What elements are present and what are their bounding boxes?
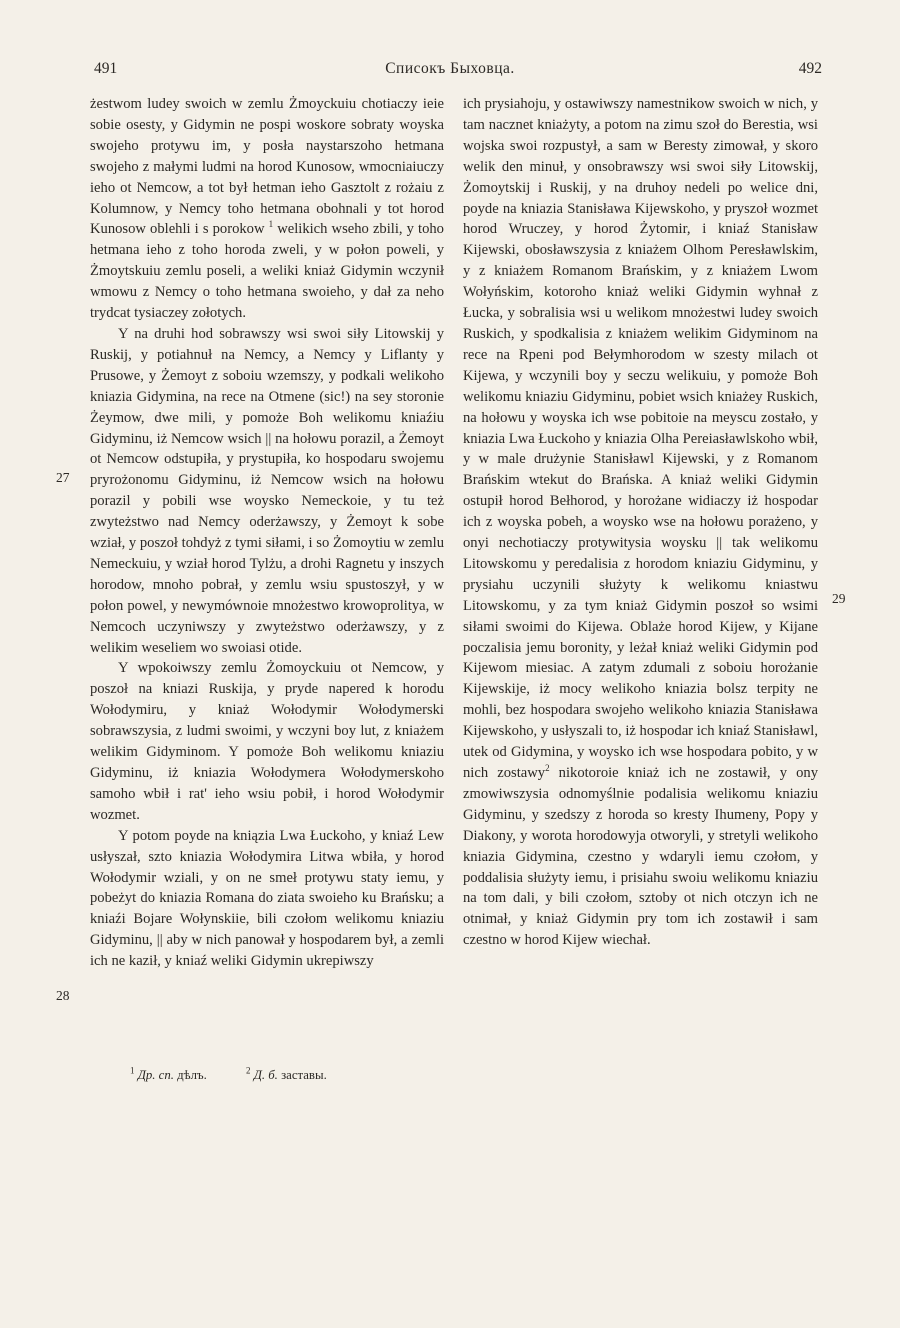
footnote-ref: Др. сп. — [137, 1068, 174, 1082]
paragraph — [90, 94, 444, 324]
margin-number-28: 28 — [56, 988, 70, 1003]
running-header — [0, 60, 900, 82]
footnote-1 — [130, 1065, 207, 1082]
right-column — [463, 94, 818, 951]
paragraph-text: żestwom ludey swoich w zemlu Żmoyckuiu chotiaczy ieie sobie osesty, y Gidymin ne pospi woskore sobraty woyska swojeho protywu im, y posła naystarszoho hetmana swojeho z małymi ludmi na horod Kunosow, wmocniaiuczy ieho ot Nemcow, a tot był hetman ieho Gasztolt z rożaiu z Kolumnow, y Nemcy toho hetmana obohnali y tot horod Kunosow oblehli i s porokow — [90, 96, 444, 238]
footnote-text: заставы. — [281, 1068, 327, 1082]
paragraph: Y na druhi hod sobrawszy wsi swoi siły Litowskij y Ruskij, y potiahnuł na Nemcy, a Nemcy y Liflanty y Prusowe, y Żemoyt z soboiu wzemszy, y podkali welikoho kniazia Gidymina, na rece na Otmene (sic!) na sey storonie Żeymow, dwe mili, y pomoże Boh welikomu kniaźiu Gidyminu, iż Nemcow wsich || na hołowu porazil, a Żemoyt ot Nemcow odstupiła, y prystupiła, ko hospodaru swojemu pryrożonomu Gidyminu, iż Nemcow wsich na hołowu porazil y pobili wse woysko Nemeckoie, y tu też zwyteżstwo nad Nemcy oderżawszy, y Żemoyt k sobe wział, y poszoł tohdyż z tymi siłami, i so Żomoytiu w zemlu Nemeckuiu, y wział horod Tylżu, a drohi Ragnetu y inszych horodow, mnoho pobrał, y zemlu wsiu spustoszył, y w połon powel, y newymównoie mnożestwo krowoprolitya, w Nemcoch uczyniwszy y zwyteżstwo oderżawszy, y z welikim weseliem wo swoiasi otide. — [90, 325, 444, 656]
paragraph-text: nikotoroie kniaż ich ne zostawił, y ony zmowiwszysia odnomyślnie podalisia welikomu kniaziu Gidyminu, y szedszy z horoda so kresty Ihumeny, Popy y Diakony, y worota horodowyja otworyli, y stretyli welikoho kniazia Gidymina, czestno y wdaryli iemu czołom, y poddalisia służyty iemu, i prisiahu swoiu welikomu kniaziu na tom dali, y bili czołom, sztoby ot nich otczyn ich ne otnimał, y kniaż Gidymin pry tom ich zostawił i sam czestno w horod Kijew wiechał. — [463, 765, 818, 949]
footnote-mark: 1 — [130, 1065, 135, 1076]
footnote-2 — [246, 1065, 327, 1082]
paragraph: Y wpokoiwszy zemlu Żomoyckuiu ot Nemcow, y poszoł na kniazi Ruskija, y pryde napered k horodu Wołodymiru, y kniaż Wołodymir Wołodymerski sobrawszysia, z ludmi swoimi, y wczyni boy lut, z kniażem welikim Gidyminom. Y pomoże Boh welikomu kniaziu Gidyminu, iż kniazia Wołodymera Wołodymerskoho samoho wbił i rat' ieho wsiu pobił, i horod Wołodymir wozmet. — [90, 660, 444, 823]
footnote-marker: 2 — [545, 763, 550, 774]
footnotes — [130, 1065, 630, 1083]
margin-number-27: 27 — [56, 470, 70, 485]
footnote-ref: Д. б. — [253, 1068, 278, 1082]
running-title: Списокъ Быховца. — [385, 60, 515, 77]
margin-number-29: 29 — [832, 591, 846, 606]
page-number-left: 491 — [94, 60, 118, 77]
paragraph-text: ich prysiahoju, y ostawiwszy namestnikow swoich w nich, y tam nacznet kniażyty, a potom na zimu szoł do Berestia, wsi wojska swoi rozpustył, a sam w Beresty zimował, y skoro welik den minuł, y onsobrawszy wsi swoi siły Litowskij, Żomoytskij i Ruskij, y na druhoy nedeli po welice dni, poyde na kniazia Stanisława Kijewskoho, y pryszoł wozmet horod Wruczey, y horod Żytomir, i kniaź Stanisław Kijewski, obosławszysia z kniażem Olhom Peresławlskim, y z kniażem Romanom Brańskim, y z kniażem Lwom Wołyńskim, kotoroho kniaż weliki Gidymin wyhnał z Łucka, y sobralisia wsi u welikom mnożestwi ludey swoich Ruskich, y spodkalisia z kniażem welikim Gidyminom na rece na Rpeni pod Bełymhorodom w szesty milach ot Kijewa, y wczynili boy y seczu welikuiu, y pomoże Boh welikomu kniaziu Gidyminu, pobiet wsich kniażey Ruskich, na hołowu y woyska ich wse pobitoie na meyscu zostało, y kniazia Lwa Łuckoho y kniazia Olha Pereiasławlskoho wbił, y w male drużynie Stanisławl Kijewski, y z Romanom Brańskim wtekut do Brańska. A kniaż weliki Gidymin ostupił horod Bełhorod, y horożane widiaczy iż hospodar ich z woyska pobeh, a woysko wse na hołowu porażeno, y onyi nechotiaczy protywitysia woysku || tak welikomu Litowskomu y peredalisia z horodom kniaziu Gidyminu, y prysiahu uczynili służyty k welikomu kniastwu Litowskomu, y za tym kniaż Gidymin poszoł so wsimi siłami swoimi do Kijewa. Oblaże horod Kijew, y Kijane poczalisia jemu boronity, y leżał kniaż weliki Gidymin pod Kijewom miesiac. A zatym zdumali z soboiu horożanie Kijewskije, iż mocy welikoho kniazia bolsz terpity ne mohli, bez hospodara swojeho welikoho kniazia Stanisława Kijewskoho, y usłyszali to, iż hospodar ich kniaź Stanisławl, utek od Gidymina, y woysko ich wse hospodara pobito, y w nich zostawy — [463, 96, 819, 781]
page-number-right: 492 — [798, 60, 822, 77]
footnote-marker: 1 — [268, 219, 274, 230]
paragraph-text: welikich wseho zbili, y toho hetmana ieho z toho horoda zweli, y w połon poweli, y Żmoytskuiu zemlu poseli, a weliki kniaż Gidymin wczynił wmowu z Nemcy o toho hetmana swoieho, y dał za neho trydcat tysiaczey zołotych. — [90, 221, 444, 322]
paragraph — [463, 94, 818, 951]
footnote-mark: 2 — [246, 1065, 251, 1076]
footnote-text: дѣлъ. — [177, 1068, 207, 1082]
left-column — [90, 94, 444, 972]
paragraph: Y potom poyde na kniązia Lwa Łuckoho, y kniaź Lew usłyszał, szto kniazia Wołodymira Litwa wbiła, y horod Wołodymir wziali, y on ne smeł protywu staty iemu, y pobeżyt do kniazia Romana do ziata swoieho ku Brańsku; a kniaźi Bojare Wołynskiie, bili czołom welikomu kniaziu Gidyminu, || aby w nich panował y hospodarem był, a zemli ich ne kaził, y kniaź weliki Gidymin ukrepiwszy — [90, 827, 444, 970]
